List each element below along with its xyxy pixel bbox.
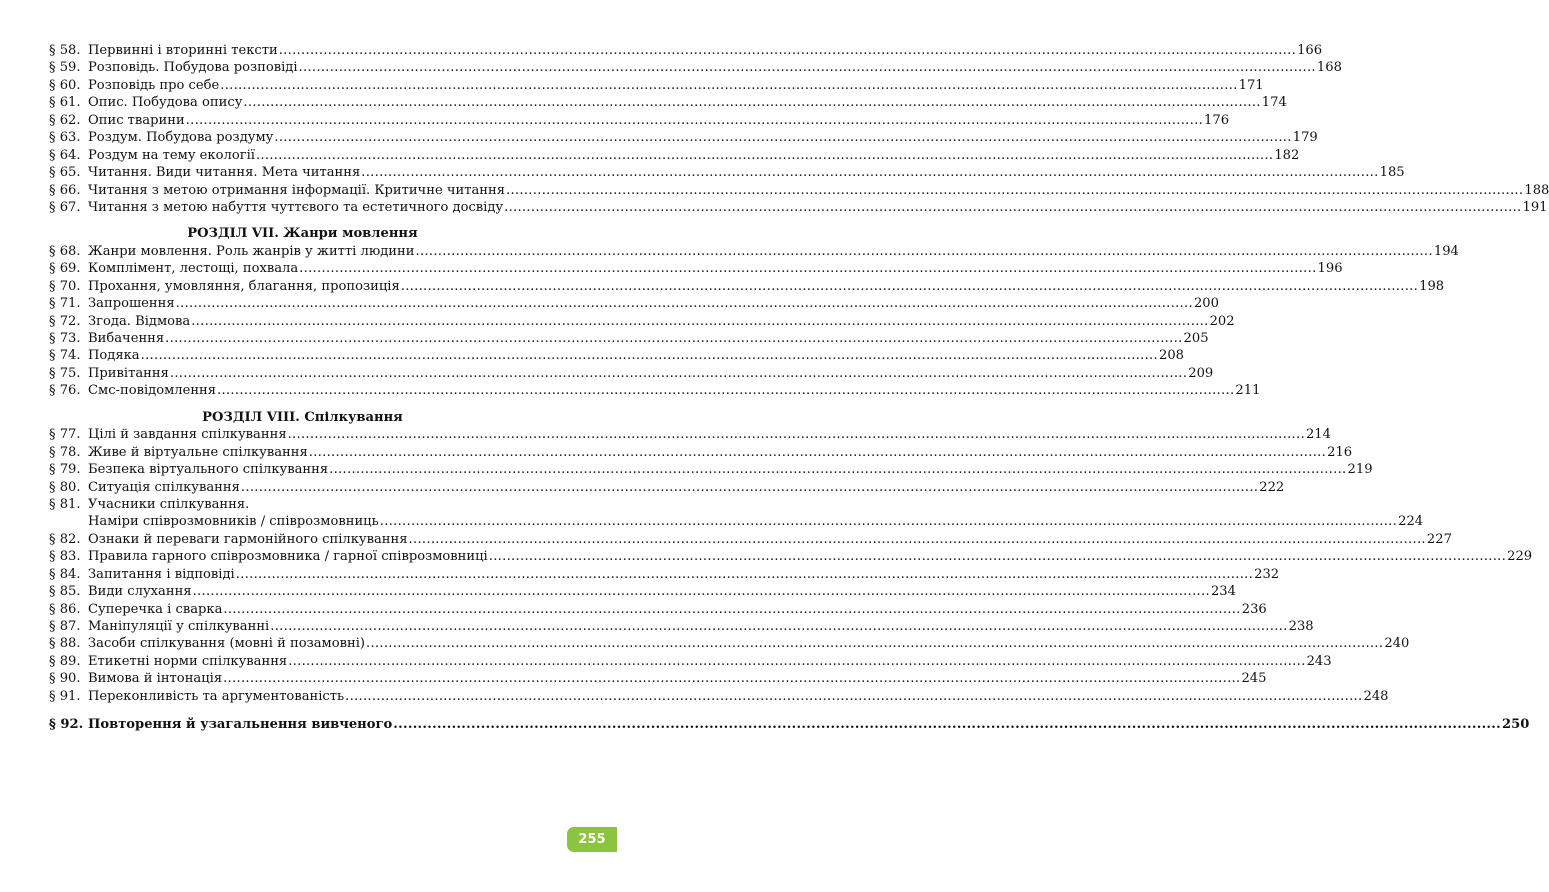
- entry-title: Ознаки й переваги гармонійного спілкування: [88, 531, 408, 547]
- toc-entry[interactable]: [49, 461, 1373, 478]
- entry-title: Види слухання: [88, 584, 192, 600]
- toc-group-1: [49, 42, 1549, 216]
- entry-page: 194: [1433, 243, 1459, 259]
- toc-entry[interactable]: [49, 330, 1209, 347]
- entry-number: § 77.: [49, 427, 81, 443]
- toc-entry-final[interactable]: [49, 716, 1530, 733]
- entry-page: 216: [1327, 444, 1353, 460]
- toc-entry-multiline[interactable]: [49, 496, 556, 513]
- leader-dots: [186, 112, 1203, 129]
- entry-title: Смс-повідомлення: [88, 383, 217, 399]
- leader-dots: [309, 444, 1326, 461]
- leader-dots: [299, 59, 1316, 76]
- entry-page: 205: [1183, 331, 1209, 346]
- entry-page: 243: [1306, 653, 1332, 669]
- entry-number: § 69.: [49, 261, 81, 277]
- entry-number: § 86.: [49, 601, 81, 617]
- leader-dots: [236, 566, 1253, 583]
- entry-title: Засоби спілкування (мовні й позамовні): [88, 636, 365, 652]
- entry-number: § 84.: [49, 566, 81, 582]
- entry-number: § 63.: [49, 130, 81, 146]
- entry-page: 219: [1347, 462, 1373, 478]
- toc-entry[interactable]: [49, 59, 1342, 76]
- entry-page: 245: [1241, 671, 1267, 687]
- leader-dots: [170, 365, 1187, 382]
- leader-dots: [506, 182, 1523, 199]
- entry-page: 171: [1238, 77, 1264, 93]
- leader-dots: [366, 635, 1383, 652]
- toc-entry[interactable]: [49, 243, 1459, 260]
- entry-page: 168: [1316, 60, 1342, 76]
- toc-entry[interactable]: [49, 164, 1405, 181]
- entry-title: Запитання і відповіді: [88, 566, 235, 582]
- entry-page: 214: [1305, 427, 1331, 443]
- entry-title: Опис тварини: [88, 112, 185, 128]
- entry-title: Маніпуляції у спілкуванні: [88, 619, 270, 634]
- page-number-badge: 255: [567, 827, 617, 852]
- entry-title: Безпека віртуального спілкування: [88, 462, 329, 478]
- entry-number: § 61.: [49, 95, 81, 111]
- toc-entry[interactable]: [49, 42, 1323, 59]
- entry-title: Роздум. Побудова роздуму: [88, 130, 274, 146]
- entry-page: 188: [1524, 182, 1549, 198]
- toc-entry[interactable]: [49, 479, 1285, 496]
- entry-title: Подяка: [88, 348, 140, 364]
- entry-title: Комплімент, лестощі, похвала: [88, 261, 299, 277]
- entry-title: Ситуація спілкування: [88, 479, 240, 495]
- toc-entry[interactable]: [49, 531, 1452, 548]
- section-heading-8: РОЗДІЛ VIII. Спілкування: [202, 409, 403, 425]
- toc-entry[interactable]: [49, 260, 1343, 277]
- toc-entry[interactable]: [49, 601, 1267, 618]
- leader-dots: [193, 583, 1210, 600]
- leader-dots: [243, 94, 1260, 111]
- entry-title: Прохання, умовляння, благання, пропозиція: [88, 278, 400, 294]
- leader-dots: [274, 129, 1291, 146]
- leader-dots: [220, 77, 1237, 94]
- leader-dots: [299, 260, 1316, 277]
- entry-page: 208: [1159, 348, 1184, 364]
- toc-entry[interactable]: [49, 77, 1264, 94]
- entry-page: 238: [1288, 619, 1314, 634]
- leader-dots: [223, 601, 1240, 618]
- leader-dots: [141, 347, 1158, 364]
- leader-dots: [489, 548, 1506, 565]
- entry-page: 185: [1379, 165, 1405, 181]
- entry-title: Правила гарного співрозмовника / гарної співрозмовниці: [88, 549, 488, 565]
- entry-number: § 87.: [49, 619, 81, 634]
- entry-page: 202: [1209, 313, 1235, 329]
- toc-entry[interactable]: [49, 382, 1261, 399]
- entry-number: § 60.: [49, 77, 81, 93]
- entry-title: Вибачення: [88, 331, 165, 346]
- entry-title: Розповідь. Побудова розповіді: [88, 60, 298, 76]
- entry-number: § 82.: [49, 531, 81, 547]
- toc-entry[interactable]: [49, 129, 1318, 146]
- leader-dots: [361, 164, 1378, 181]
- entry-title: Читання. Види читання. Мета читання: [88, 165, 361, 181]
- entry-number: § 76.: [49, 383, 81, 399]
- entry-number: § 73.: [49, 331, 81, 346]
- entry-title: Опис. Побудова опису: [88, 95, 243, 111]
- leader-dots: [345, 688, 1362, 705]
- entry-page: 234: [1210, 584, 1236, 600]
- entry-title: Етикетні норми спілкування: [88, 653, 288, 669]
- entry-title: Повторення й узагальнення вивченого: [88, 717, 393, 733]
- entry-page: 229: [1507, 549, 1533, 565]
- entry-page: 191: [1522, 199, 1548, 215]
- entry-number: § 62.: [49, 112, 81, 128]
- entry-page: 176: [1204, 112, 1230, 128]
- toc-entry[interactable]: [49, 295, 1219, 312]
- entry-page: 198: [1419, 278, 1445, 294]
- entry-number: § 68.: [49, 243, 81, 259]
- leader-dots: [270, 618, 1287, 635]
- entry-number: § 65.: [49, 165, 81, 181]
- entry-number: § 89.: [49, 653, 81, 669]
- toc-section-8: [49, 426, 1533, 705]
- toc-entry[interactable]: [49, 426, 1331, 443]
- spacer: [49, 705, 556, 716]
- leader-dots: [241, 479, 1258, 496]
- entry-page: 174: [1261, 95, 1287, 111]
- entry-number: § 72.: [49, 313, 81, 329]
- entry-number: § 66.: [49, 182, 81, 198]
- entry-page: 179: [1292, 130, 1318, 146]
- entry-page: 209: [1188, 365, 1214, 381]
- leader-dots: [409, 531, 1426, 548]
- entry-page: 182: [1274, 147, 1300, 163]
- entry-title: Цілі й завдання спілкування: [88, 427, 287, 443]
- entry-number: § 83.: [49, 549, 81, 565]
- entry-number: § 79.: [49, 462, 81, 478]
- leader-dots: [329, 461, 1346, 478]
- entry-number: § 75.: [49, 365, 81, 381]
- entry-title: Суперечка і сварка: [88, 601, 223, 617]
- toc-entry[interactable]: [49, 112, 1230, 129]
- entry-page: 250: [1502, 717, 1530, 733]
- toc-entry[interactable]: [49, 583, 1236, 600]
- entry-page: 248: [1363, 688, 1389, 704]
- toc-entry[interactable]: [49, 635, 1410, 652]
- entry-title: Запрошення: [88, 296, 175, 312]
- entry-number: § 64.: [49, 147, 81, 163]
- entry-title: Вимова й інтонація: [88, 671, 223, 687]
- entry-page: 240: [1384, 636, 1410, 652]
- toc-entry[interactable]: [49, 688, 1389, 705]
- leader-dots: [223, 670, 1240, 687]
- entry-page: 211: [1235, 383, 1261, 399]
- leader-dots: [191, 313, 1208, 330]
- entry-number: § 81.: [49, 496, 81, 512]
- leader-dots: [401, 278, 1418, 295]
- leader-dots: [165, 330, 1182, 347]
- entry-number: § 78.: [49, 444, 81, 460]
- entry-title: Розповідь про себе: [88, 77, 220, 93]
- toc-entry[interactable]: [49, 147, 1300, 164]
- entry-title-line1: Учасники спілкування.: [88, 496, 250, 512]
- leader-dots: [288, 653, 1305, 670]
- entry-title-line2: Наміри співрозмовників / співрозмовниць: [88, 514, 379, 530]
- leader-dots: [256, 147, 1273, 164]
- entry-page: 196: [1317, 261, 1343, 277]
- leader-dots: [380, 513, 1397, 530]
- leader-dots: [279, 42, 1296, 59]
- toc-entry[interactable]: [49, 278, 1445, 295]
- entry-number: § 59.: [49, 60, 81, 76]
- entry-page: 224: [1398, 514, 1424, 530]
- entry-page: 200: [1193, 296, 1219, 312]
- leader-dots: [217, 382, 1234, 399]
- toc-entry[interactable]: [49, 670, 1267, 687]
- toc-entry[interactable]: [49, 566, 1280, 583]
- toc-entry[interactable]: [49, 182, 1549, 199]
- entry-page: 222: [1259, 479, 1285, 495]
- toc-entry[interactable]: [49, 548, 1533, 565]
- entry-title: Переконливість та аргументованість: [88, 688, 345, 704]
- entry-number: § 88.: [49, 636, 81, 652]
- entry-page: 227: [1426, 531, 1452, 547]
- toc-entry[interactable]: [49, 347, 1184, 364]
- entry-title: Живе й віртуальне спілкування: [88, 444, 308, 460]
- toc-entry[interactable]: [49, 618, 1314, 635]
- leader-dots: [393, 716, 1501, 733]
- entry-number: § 90.: [49, 671, 81, 687]
- entry-number: § 85.: [49, 584, 81, 600]
- entry-number: § 91.: [49, 688, 81, 704]
- entry-number: § 67.: [49, 199, 81, 215]
- toc-entry[interactable]: [49, 313, 1235, 330]
- leader-dots: [288, 426, 1305, 443]
- toc-entry[interactable]: [49, 653, 1332, 670]
- entry-title: Згода. Відмова: [88, 313, 191, 329]
- entry-page: 236: [1241, 601, 1267, 617]
- entry-number: § 92.: [49, 717, 84, 733]
- entry-title: Привітання: [88, 365, 169, 381]
- entry-title: Читання з метою набуття чуттєвого та естетичного досвіду: [88, 199, 504, 215]
- toc-entry[interactable]: [49, 94, 1287, 111]
- entry-number: § 74.: [49, 348, 81, 364]
- toc-entry[interactable]: [49, 444, 1353, 461]
- entry-title: Роздум на тему екології: [88, 147, 255, 163]
- toc-section-7: [49, 243, 1459, 400]
- entry-title: Читання з метою отримання інформації. Критичне читання: [88, 182, 505, 198]
- leader-dots: [504, 199, 1521, 216]
- toc-entry[interactable]: [49, 365, 1214, 382]
- entry-number: § 80.: [49, 479, 81, 495]
- entry-page: 166: [1297, 43, 1323, 58]
- entry-title: Жанри мовлення. Роль жанрів у житті людини: [88, 243, 415, 259]
- entry-number: § 58.: [49, 43, 81, 58]
- entry-number: § 70.: [49, 278, 81, 294]
- section-heading-7: РОЗДІЛ VII. Жанри мовлення: [187, 226, 418, 242]
- toc-entry[interactable]: [49, 199, 1548, 216]
- entry-page: 232: [1254, 566, 1280, 582]
- leader-dots: [176, 295, 1193, 312]
- table-of-contents: [49, 42, 1549, 734]
- entry-number: § 71.: [49, 296, 81, 312]
- toc-entry-continuation[interactable]: [49, 513, 1424, 530]
- entry-title: Первинні і вторинні тексти: [88, 43, 278, 58]
- leader-dots: [415, 243, 1432, 260]
